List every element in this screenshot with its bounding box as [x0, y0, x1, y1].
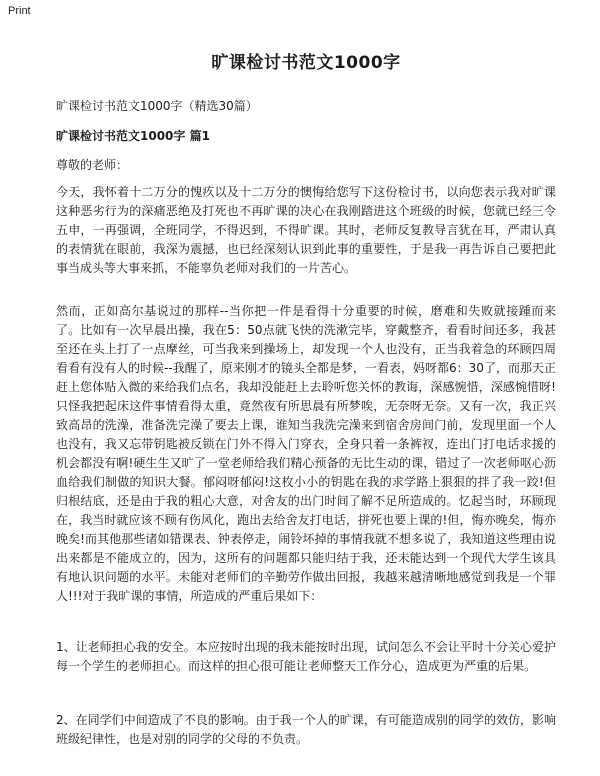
paragraph-story: 然而，正如高尔基说过的那样--当你把一件是看得十分重要的时候，磨难和失败就接踵而来了。比如有一次早晨出操，我在5：50点就飞快的洗漱完毕，穿戴整齐，看看时间还多，我甚至还在头上打了一点摩丝，可当我来到操场上，却发现一个人也没有，正当我着急的环顾四周看看有没有人的时候--我醒了，原来刚才的镜头全都是梦，一看表，妈呀都6：30了，而那天正赶上您体贴入微的来给我们点名，我却没能赶上去聆听您关怀的教诲，深感惋惜，深感惋惜呀!只怪我把起床这件事情看得太重，竟然夜有所思晨有所梦唉，无奈呀无奈。又有一次，我正兴致高昂的洗澡，准备洗完澡了要去上课，谁知当我洗完澡来到宿舍房间门前，发现里面一个人也没有，我又忘带钥匙被反锁在门外不得入门穿衣，全身只着一条裤衩，连出门打电话求援的机会都没有啊!硬生生又旷了一堂老师给我们精心预备的无比生动的课，错过了一次老师呕心沥血给我们制做的知识大餐。郁闷呀郁闷!这枚小小的钥匙在我的求学路上狠狠的拌了我一跤!但归根结底，还是由于我的粗心大意，对舍友的出门时间了解不足所造成的。忆起当时，环顾现在，我当时就应该不顾有伤风化，跑出去给舍友打电话，拼死也要上课的!但，悔亦晚矣，悔亦晚矣!而其他那些诸如错课表、钟表停走，闹铃坏掉的事情我就不想多说了，我知道这些理由说出来都是不能成立的，因为，这所有的问题都只能归结于我，还未能达到一个现代大学生该具有地认识问题的水平。未能对老师们的辛勤劳作做出回报，我越来越清晰地感觉到我是一个罪人!!!对于我旷课的事情，所造成的严重后果如下： [56, 304, 556, 603]
section-heading: 旷课检讨书范文1000字 篇1 [56, 129, 210, 143]
page-title: 旷课检讨书范文1000字 [211, 53, 401, 73]
print-link[interactable]: Print [8, 5, 31, 17]
greeting: 尊敬的老师： [56, 158, 129, 172]
document-subtitle: 旷课检讨书范文1000字（精选30篇） [56, 99, 258, 113]
paragraph-consequence-1: 1、让老师担心我的安全。本应按时出现的我未能按时出现，试问怎么不会让平时十分关心爱护每一个学生的老师担心。而这样的担心很可能让老师整天工作分心，造成更为严重的后果。 [56, 640, 556, 673]
paragraph-consequence-2: 2、在同学们中间造成了不良的影响。由于我一个人的旷课，有可能造成别的同学的效仿，影响班级纪律性，也是对别的同学的父母的不负责。 [56, 713, 556, 746]
paragraph-intro: 今天，我怀着十二万分的愧疚以及十二万分的懊悔给您写下这份检讨书，以向您表示我对旷课这种恶劣行为的深痛恶绝及打死也不再旷课的决心在我刚踏进这个班级的时候，您就已经三令五申，一再强调，全班同学，不得迟到，不得旷课。其时，老师反复教导言犹在耳，严肃认真的表情犹在眼前，我深为震撼，也已经深刻认识到此事的重要性，于是我一再告诉自己要把此事当成头等大事来抓，不能辜负老师对我们的一片苦心。 [56, 185, 556, 275]
